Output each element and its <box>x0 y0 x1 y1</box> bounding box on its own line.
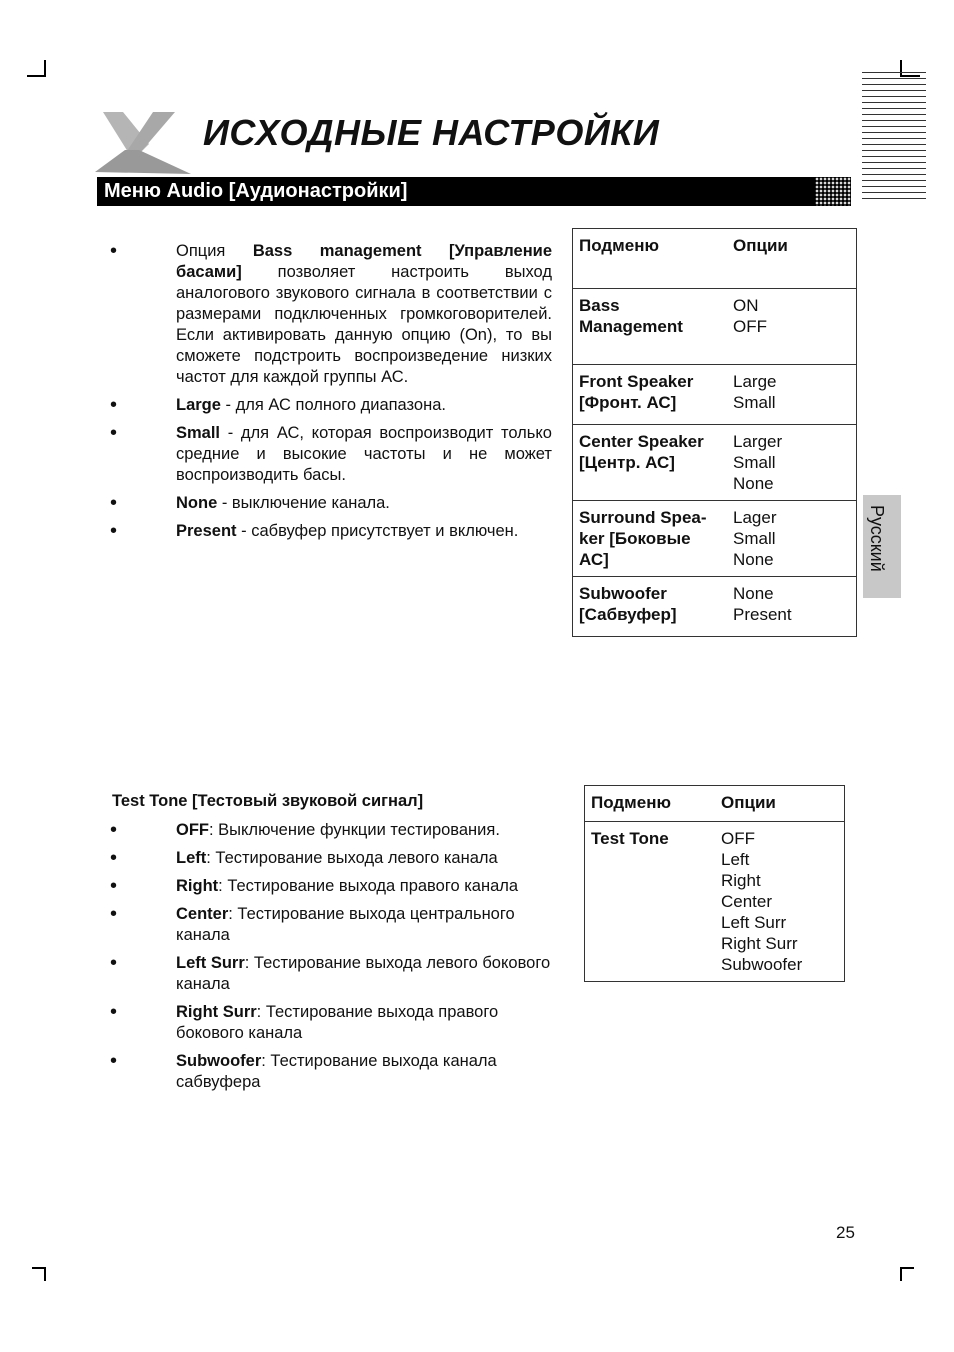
audio-options-table <box>572 228 857 637</box>
bullet-icon: • <box>110 903 118 925</box>
table-row <box>573 501 857 577</box>
page-title: ИСХОДНЫЕ НАСТРОЙКИ <box>203 112 660 153</box>
bullet-icon: • <box>110 492 118 514</box>
table-header-row <box>573 229 857 289</box>
crop-mark-bl <box>44 1267 46 1281</box>
header-submenu: Подменю <box>585 786 716 822</box>
bullet-icon: • <box>110 1050 118 1072</box>
table-row <box>585 822 845 982</box>
list-item: • Left Surr: Тестирование выхода левого бокового канала <box>110 952 551 993</box>
header-options: Опции <box>727 229 857 289</box>
row-options: OFF Left Right Center Left Surr Right Surr Subwoofer <box>715 822 845 982</box>
row-submenu: Subwoofer [Сабвуфер] <box>573 577 728 637</box>
row-submenu: Bass Management <box>573 289 728 365</box>
table-row <box>573 425 857 501</box>
bullet-icon: • <box>110 1001 118 1023</box>
test-tone-table <box>584 785 845 982</box>
list-item: • Present - сабвуфер присутствует и включен. <box>110 520 519 542</box>
list-item: • Subwoofer: Тестирование выхода канала сабвуфера <box>110 1050 497 1091</box>
list-item: • OFF: Выключение функции тестирования. <box>110 819 500 841</box>
bullet-icon: • <box>110 819 118 841</box>
section-bar <box>97 177 851 206</box>
row-submenu: Surround Spea-ker [Боковые АС] <box>573 501 728 577</box>
bullet-icon: • <box>110 847 118 869</box>
crop-mark-br <box>900 1267 902 1281</box>
bullet-icon: • <box>110 875 118 897</box>
list-item: • Center: Тестирование выхода центрального канала <box>110 903 515 944</box>
language-side-tab <box>863 495 901 598</box>
table-row <box>573 365 857 425</box>
bar-dot-pattern <box>815 177 851 206</box>
header-options: Опции <box>715 786 845 822</box>
test-tone-heading: Test Tone [Тестовый звуковой сигнал] <box>112 792 424 810</box>
crop-mark-bl-h <box>32 1267 46 1269</box>
bullet-icon: • <box>110 422 118 444</box>
crop-mark-tl-h <box>27 75 46 77</box>
bullet-icon: • <box>110 394 118 416</box>
row-submenu: Front Speaker [Фронт. АС] <box>573 365 728 425</box>
list-item: • Right Surr: Тестирование выхода правого бокового канала <box>110 1001 499 1042</box>
list-item: • Left: Тестирование выхода левого канала <box>110 847 498 869</box>
table-header-row <box>585 786 845 822</box>
table-row <box>573 577 857 637</box>
header-submenu: Подменю <box>573 229 728 289</box>
list-item: • Опция Bass management [Управление басами] позволяет настроить выход аналогового звукового сигнала в соответствии с размерами подключенных громкоговорителей. Если активировать данную опцию (On), то вы сможете подстроить воспроизведение низких частот для каждой группы АС. <box>110 240 552 386</box>
test-tone-bullet-list <box>110 820 552 1100</box>
row-options: None Present <box>727 577 857 637</box>
row-options: Lager Small None <box>727 501 857 577</box>
row-options: Large Small <box>727 365 857 425</box>
list-item: • Large - для АС полного диапазона. <box>110 394 446 416</box>
bullet-icon: • <box>110 240 118 262</box>
list-item: • Right: Тестирование выхода правого канала <box>110 875 519 897</box>
decorative-stripes <box>862 72 926 204</box>
bullet-icon: • <box>110 520 118 542</box>
list-item: • None - выключение канала. <box>110 492 390 514</box>
bullet-icon: • <box>110 952 118 974</box>
row-options: Larger Small None <box>727 425 857 501</box>
section-bar-title: Меню Audio [Аудионастройки] <box>104 180 408 202</box>
table-row <box>573 289 857 365</box>
row-options: ON OFF <box>727 289 857 365</box>
row-submenu: Center Speaker [Центр. АС] <box>573 425 728 501</box>
row-submenu: Test Tone <box>585 822 716 982</box>
bass-bullet-list <box>110 241 552 549</box>
x-logo-icon <box>95 110 195 176</box>
crop-mark-br-h <box>900 1267 914 1269</box>
language-label: Русский <box>867 505 887 572</box>
page-number: 25 <box>836 1223 855 1242</box>
list-item: • Small - для АС, которая воспроизводит только средние и высокие частоты и не может воспроизводить басы. <box>110 422 552 484</box>
